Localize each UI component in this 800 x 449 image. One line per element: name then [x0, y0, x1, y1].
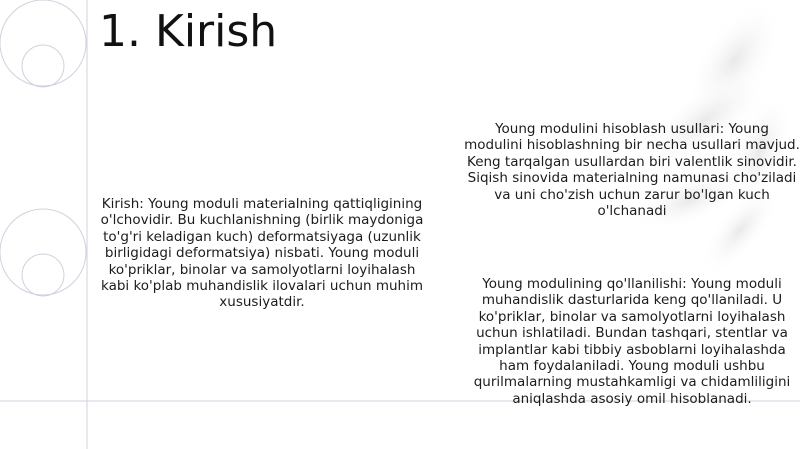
intro-paragraph: Kirish: Young moduli materialning qattiqligining o'lchovidir. Bu kuchlanishning (birlik maydoniga to'g'ri keladigan kuch) deformatsiyaga (uzunlik birligidagi deformatsiya) nisbati. Young moduli ko'priklar, binolar va samolyotlarni loyihalash kabi ko'plab muhandislik ilovalari uchun muhim xususiyatdir. — [100, 196, 424, 311]
slide-title: 1. Kirish — [99, 6, 278, 57]
methods-paragraph: Young modulini hisoblash usullari: Young modulini hisoblashning bir necha usullari mavjud. Keng tarqalgan usullardan biri valentlik sinovidir. Siqish sinovida materialning namunasi cho'ziladi va uni cho'zish uchun zarur bo'lgan kuch o'lchanadi — [464, 121, 800, 220]
small-circle-bottom — [22, 254, 64, 296]
small-circle-top — [22, 45, 64, 87]
large-circle-bottom — [0, 209, 86, 295]
applications-paragraph: Young modulining qo'llanilishi: Young moduli muhandislik dasturlarida keng qo'llaniladi. U ko'priklar, binolar va samolyotlarni loyihalash uchun ishlatiladi. Bundan tashqari, stentlar va implantlar kabi tibbiy asboblarni loyihalashda ham foydalaniladi. Young moduli ushbu qurilmalarning mustahkamligi va chidamliligini aniqlashda asosiy omil hisoblanadi. — [473, 276, 791, 407]
large-circle-top — [0, 0, 86, 86]
